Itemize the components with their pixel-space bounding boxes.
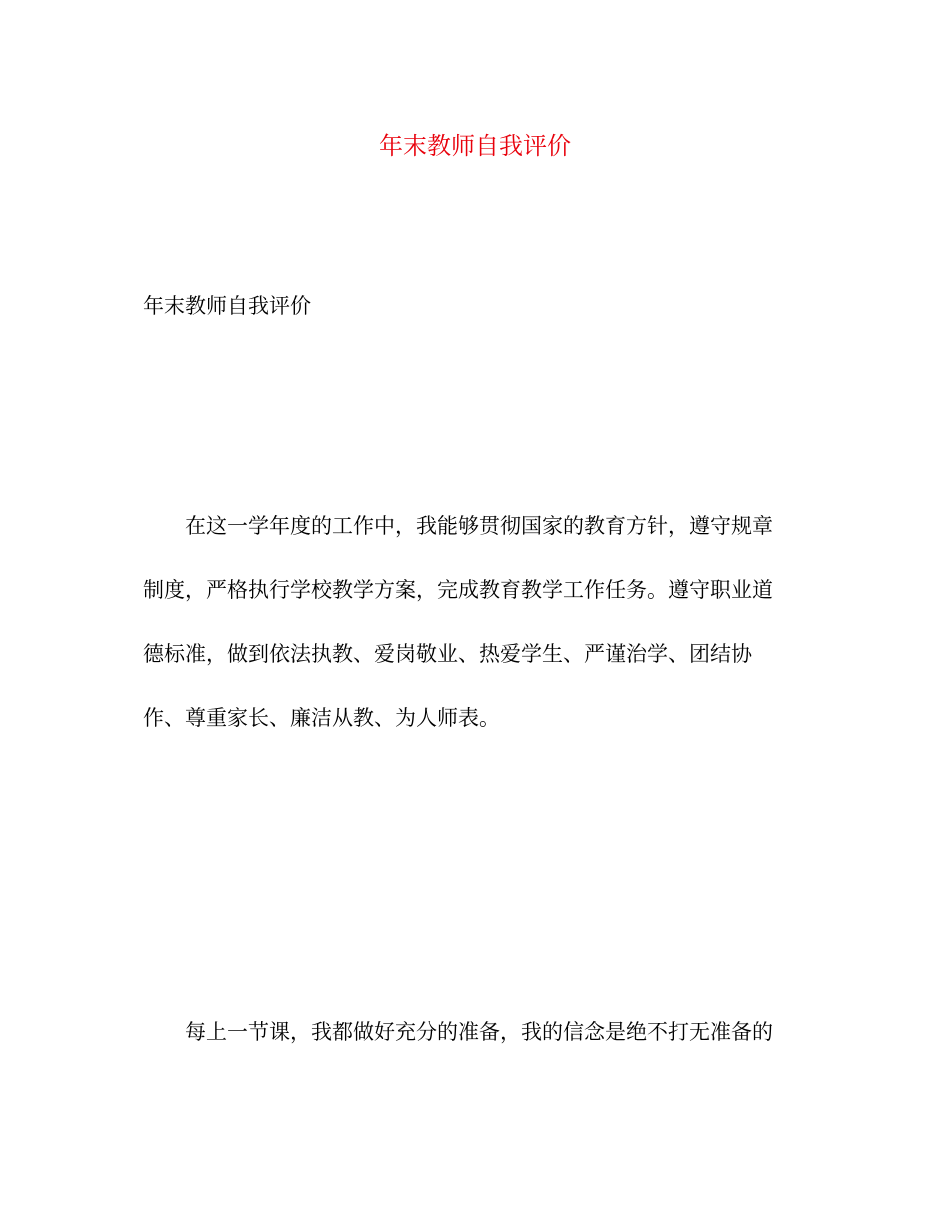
paragraph-2 bbox=[143, 1016, 815, 1080]
paragraph-line: 作、尊重家长、廉洁从教、为人师表。 bbox=[143, 706, 500, 730]
paragraph-line: 制度，严格执行学校教学方案，完成教育教学工作任务。遵守职业道 bbox=[143, 578, 773, 602]
paragraph-line: 每上一节课，我都做好充分的准备，我的信念是绝不打无准备的 bbox=[185, 1020, 773, 1044]
paragraph-line: 德标准，做到依法执教、爱岗敬业、热爱学生、严谨治学、团结协 bbox=[143, 642, 752, 666]
document-title: 年末教师自我评价 bbox=[379, 132, 571, 160]
document-subtitle: 年末教师自我评价 bbox=[143, 294, 311, 318]
paragraph-line: 在这一学年度的工作中，我能够贯彻国家的教育方针，遵守规章 bbox=[185, 514, 773, 538]
paragraph-1 bbox=[143, 510, 815, 766]
